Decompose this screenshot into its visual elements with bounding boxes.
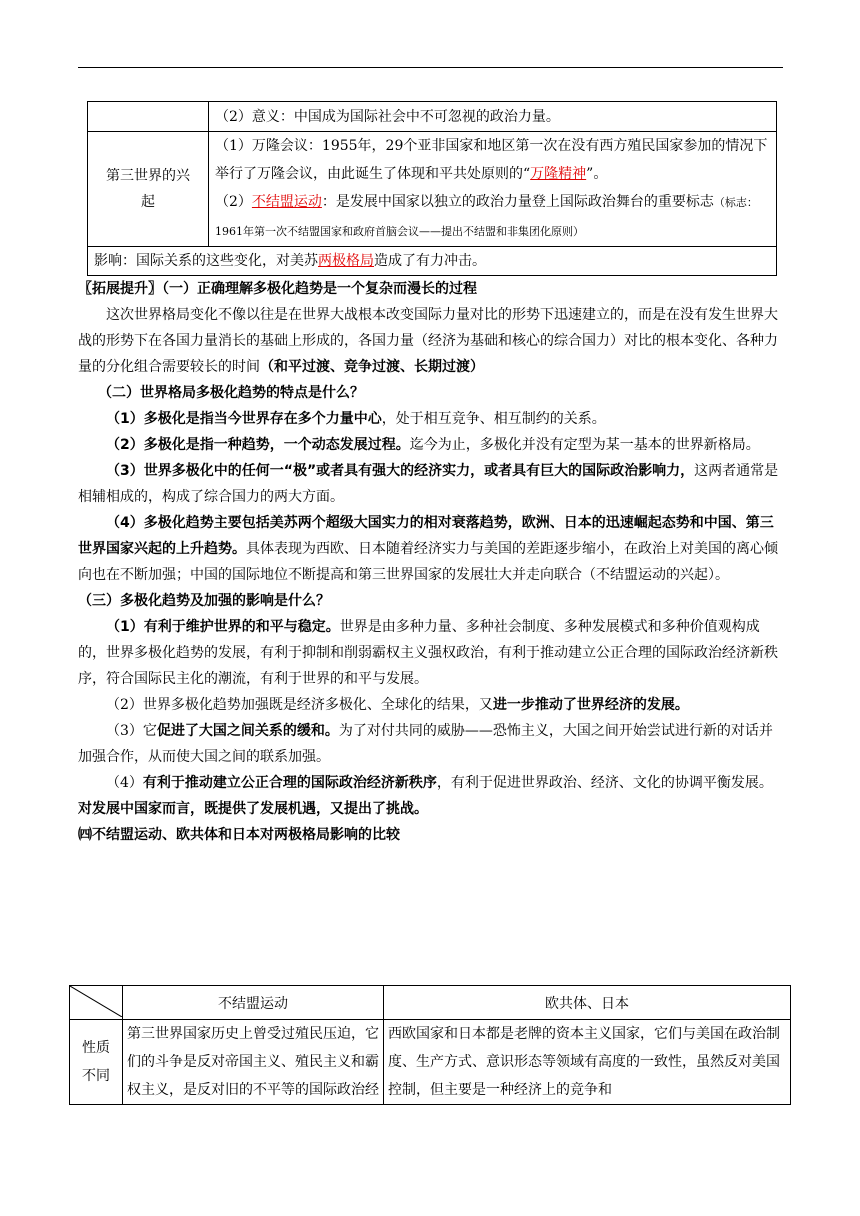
nam-nature-cell: 第三世界国家历史上曾受过殖民压迫，它们的斗争是反对帝国主义、殖民主义和霸权主义，是反对旧的不平等的国际政治经 <box>123 1020 384 1105</box>
bandung-text: （1）万隆会议：1955年，29个亚非国家和地区第一次在没有西方殖民国家参加的情况下举行了万隆会议，由此诞生了体现和平共处原则的“万隆精神”。 <box>215 138 768 182</box>
nam-term: 不结盟运动 <box>251 194 322 210</box>
document-body <box>78 276 786 848</box>
sec2-p4: （4）多极化趋势主要包括美苏两个超级大国实力的相对衰落趋势，欧洲、日本的迅速崛起态势和中国、第三世界国家兴起的上升趋势。具体表现为西欧、日本随着经济实力与美国的差距逐步缩小，在政治上对美国的离心倾向也在不断加强；中国的国际地位不断提高和第三世界国家的发展壮大并走向联合（不结盟运动的兴起）。 <box>78 515 778 583</box>
sec4-title: ㈣不结盟运动、欧共体和日本对两极格局影响的比较 <box>78 827 400 843</box>
nam-note: （标志：1961年第一次不结盟国家和政府首脑会议——提出不结盟和非集团化原则） <box>215 196 758 238</box>
meaning-cell: （2）意义：中国成为国际社会中不可忽视的政治力量。 <box>209 102 777 132</box>
header-rule <box>78 67 783 68</box>
col-header-nam: 不结盟运动 <box>123 986 384 1020</box>
eu-japan-nature-cell: 西欧国家和日本都是老牌的资本主义国家，它们与美国在政治制度、生产方式、意识形态等领域有高度的一致性，虽然反对美国控制，但主要是一种经济上的竞争和 <box>384 1020 791 1105</box>
sec2-p3: （3）世界多极化中的任何一“极”或者具有强大的经济实力，或者具有巨大的国际政治影响力，这两者通常是相辅相成的，构成了综合国力的两大方面。 <box>78 463 779 505</box>
col-header-eu-japan: 欧共体、日本 <box>384 986 791 1020</box>
bipolar-term: 两极格局 <box>318 253 374 269</box>
sec3-p4: （4）有利于推动建立公正合理的国际政治经济新秩序，有利于促进世界政治、经济、文化的协调平衡发展。对发展中国家而言，既提供了发展机遇，又提出了挑战。 <box>78 775 773 817</box>
sec3-p2: （2）世界多极化趋势加强既是经济多极化、全球化的结果，又进一步推动了世界经济的发展。 <box>106 697 689 713</box>
row-label-nature: 性质不同 <box>70 1020 123 1105</box>
sec2-title: （二）世界格局多极化趋势的特点是什么？ <box>98 385 364 401</box>
sec3-p3: （3）它促进了大国之间关系的缓和。为了对付共同的威胁——恐怖主义，大国之间开始尝试进行新的对话并加强合作，从而使大国之间的联系加强。 <box>78 723 773 765</box>
diagonal-line <box>70 986 122 1017</box>
sec2-p1: （1）多极化是指当今世界存在多个力量中心，处于相互竞争、相互制约的关系。 <box>106 411 606 427</box>
bandung-spirit-term: 万隆精神 <box>530 166 587 182</box>
sec1-title: 〖拓展提升〗（一）正确理解多极化趋势是一个复杂而漫长的过程 <box>78 281 477 297</box>
comparison-table <box>69 985 791 1105</box>
sec3-p1: （1）有利于维护世界的和平与稳定。世界是由多种力量、多种社会制度、多种发展模式和多种价值观构成的，世界多极化趋势的发展，有利于抑制和削弱霸权主义强权政治，有利于推动建立公正合理的国际政治经济新秩序，符合国际民主化的潮流，有利于世界的和平与发展。 <box>78 619 778 687</box>
sec3-title: （三）多极化趋势及加强的影响是什么？ <box>78 593 330 609</box>
influence-cell: 影响：国际关系的这些变化，对美苏两极格局造成了有力冲击。 <box>88 247 777 276</box>
nam-text: （2）不结盟运动：是发展中国家以独立的政治力量登上国际政治舞台的重要标志（标志：1961年第一次不结盟国家和政府首脑会议——提出不结盟和非集团化原则） <box>215 194 758 238</box>
third-world-content <box>209 132 777 247</box>
sec1-paragraph: 这次世界格局变化不像以往是在世界大战根本改变国际力量对比的形势下迅速建立的，而是在没有发生世界大战的形势下在各国力量消长的基础上形成的，各国力量（经济为基础和核心的综合国力）对比的根本变化、各种力量的分化组合需要较长的时间（和平过渡、竞争过渡、长期过渡） <box>78 307 778 375</box>
diagonal-header-cell <box>70 986 123 1020</box>
third-world-label: 第三世界的兴起 <box>88 132 209 247</box>
third-world-table <box>87 101 777 276</box>
sec2-p2: （2）多极化是指一种趋势，一个动态发展过程。迄今为止，多极化并没有定型为某一基本的世界新格局。 <box>106 437 760 453</box>
